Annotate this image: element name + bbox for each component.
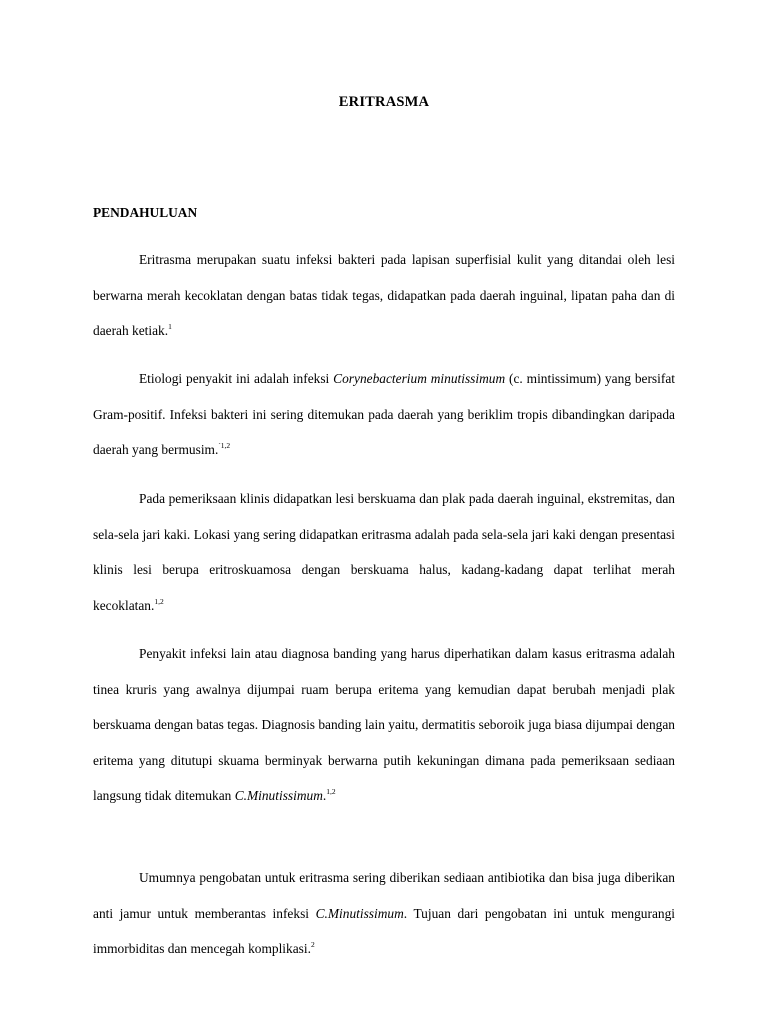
species-name: C.Minutissimum bbox=[315, 905, 404, 921]
citation-ref: 2 bbox=[310, 940, 315, 949]
document-title: ERITRASMA bbox=[338, 94, 430, 110]
paragraph-text: Umumnya pengobatan untuk eritrasma sering diberikan sediaan antibiotika dan bisa juga diberikan anti jamur untuk memberantas infeksi bbox=[93, 870, 675, 921]
paragraph-differential bbox=[93, 636, 675, 814]
citation-ref: 1,2 bbox=[326, 787, 336, 796]
paragraph-treatment bbox=[93, 860, 675, 967]
paragraph-text: . Tujuan dari pengobatan ini untuk mengurangi immorbiditas dan mencegah komplikasi. bbox=[93, 905, 675, 956]
species-name: C.Minutissimum bbox=[234, 788, 323, 803]
citation-ref: 1 bbox=[168, 322, 172, 331]
paragraph-etiology bbox=[93, 361, 675, 468]
citation-ref: `1,2 bbox=[218, 441, 231, 450]
citation-ref: 1,2 bbox=[154, 596, 164, 606]
paragraph-text: Etiologi penyakit ini adalah infeksi bbox=[139, 371, 334, 386]
paragraph-intro bbox=[93, 242, 675, 349]
paragraph-text: Pada pemeriksaan klinis didapatkan lesi berskuama dan plak pada daerah inguinal, ekstremitas, dan sela-sela jari kaki. Lokasi yang sering didapatkan eritrasma adalah pada sela-sela jari kaki dengan presentasi klinis lesi berupa eritroskuamosa dengan berskuama halus, kadang-kadang dapat terlihat merah kecoklatan. bbox=[93, 491, 675, 613]
paragraph-clinical bbox=[93, 481, 675, 623]
paragraph-text: . bbox=[322, 788, 327, 803]
paragraph-text: Penyakit infeksi lain atau diagnosa banding yang harus diperhatikan dalam kasus eritrasma adalah tinea kruris yang awalnya dijumpai ruam berupa eritema yang kemudian dapat berubah menjadi plak berskuama dengan batas tegas. Diagnosis banding lain yaitu, dermatitis seboroik juga biasa dijumpai dengan eritema yang ditutupi skuama berminyak berwarna putih kekuningan dimana pada pemeriksaan sediaan langsung tidak ditemukan bbox=[93, 646, 675, 803]
section-heading: PENDAHULUAN bbox=[93, 205, 198, 220]
paragraph-text: (c. mintissimum) yang bersifat Gram-positif. Infeksi bakteri ini sering ditemukan pada daerah yang beriklim tropis dibandingkan daripada daerah yang bermusim. bbox=[93, 371, 675, 457]
species-name: Corynebacterium minutissimum bbox=[333, 371, 506, 386]
paragraph-text: Eritrasma merupakan suatu infeksi bakteri pada lapisan superfisial kulit yang ditandai oleh lesi berwarna merah kecoklatan dengan batas tidak tegas, didapatkan pada daerah inguinal, lipatan paha dan di daerah ketiak. bbox=[93, 252, 675, 338]
